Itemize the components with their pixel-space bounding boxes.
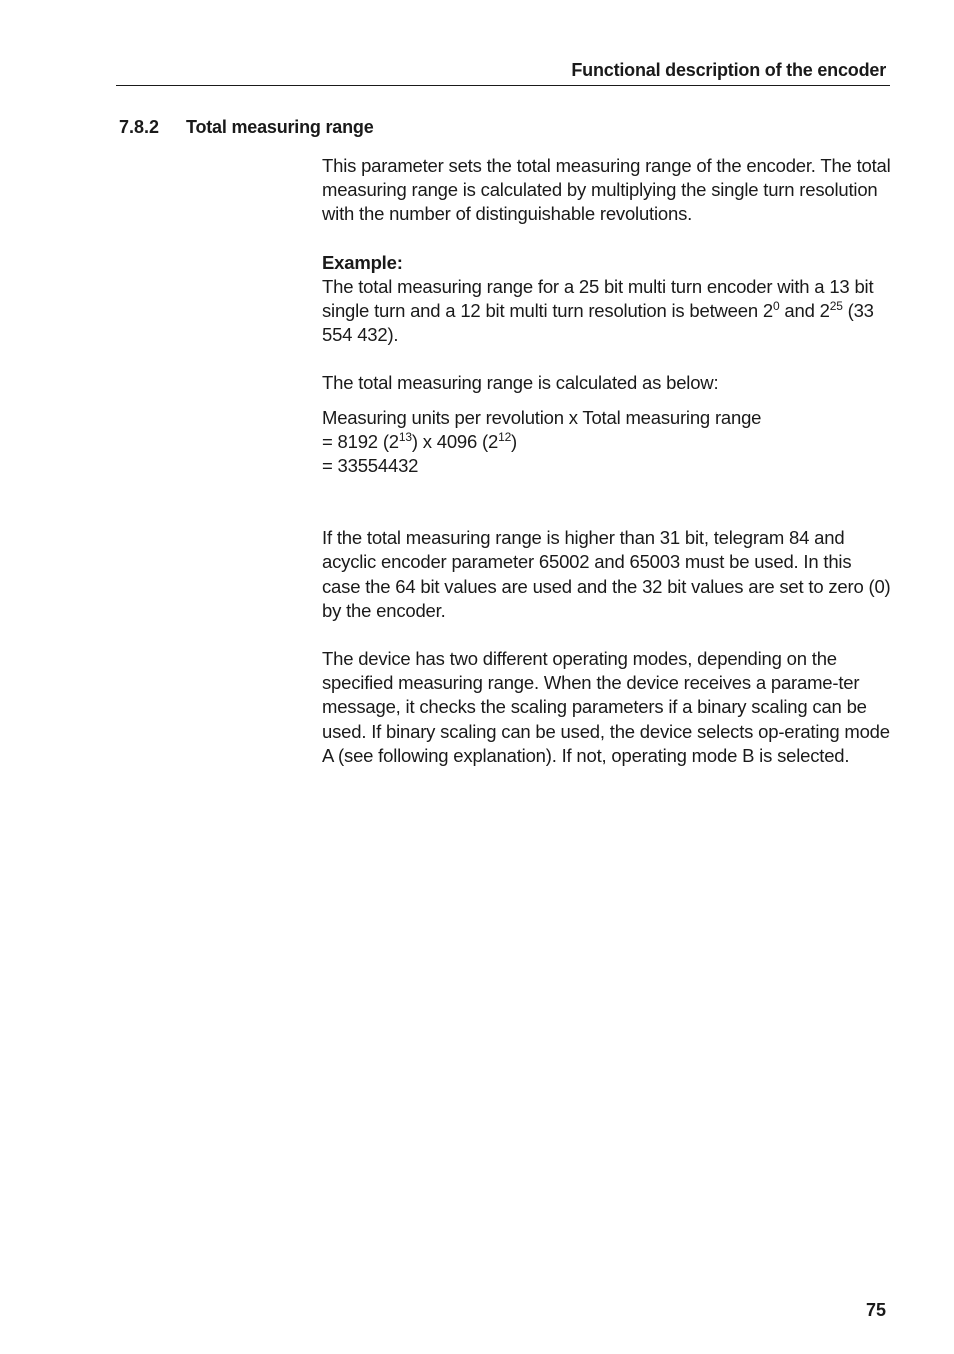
formula-line-2 — [322, 430, 892, 454]
section-number: 7.8.2 — [119, 117, 160, 137]
intro-paragraph: This parameter sets the total measuring range of the encoder. The total measuring range is calculated by multiplying the single turn resolution with the number of distinguishable revolutions. — [322, 155, 891, 225]
formula-line-2-b: ) x 4096 (2 — [411, 430, 499, 452]
running-header-title: Functional description of the encoder — [571, 60, 886, 80]
paragraph-31bit: If the total measuring range is higher than 31 bit, telegram 84 and acyclic encoder parameter 65002 and 65003 must be used. In this case the 64 bit values are used and the 32 bit values are set to zero (0) by the encoder. — [322, 527, 891, 621]
example-sup-1: 0 — [772, 299, 780, 314]
formula-line-3: = 33554432 — [322, 455, 419, 477]
paragraph-operating-modes: The device has two different operating modes, depending on the specified measuring range. When the device receives a parame-ter message, it checks the scaling parameters if a binary scaling can be used. If binary scaling can be used, the device selects op-erating mode A (see following explanation). If not, operating mode B is selected. — [322, 648, 890, 766]
section-title: Total measuring range — [186, 117, 374, 137]
formula-line-2-a: = 8192 (2 — [322, 430, 399, 452]
example-text-3: (33 554 432). — [322, 300, 874, 346]
example-text-2: and 2 — [779, 300, 830, 322]
calc-intro: The total measuring range is calculated as below: — [322, 372, 719, 394]
formula-line-2-c: ) — [511, 430, 518, 452]
example-sup-2: 25 — [829, 299, 843, 314]
page-number: 75 — [865, 1300, 886, 1320]
example-paragraph — [322, 275, 892, 348]
running-header — [116, 58, 890, 86]
formula-sup-b: 12 — [498, 429, 512, 444]
section-body — [322, 154, 892, 768]
example-text-1: The total measuring range for a 25 bit multi turn encoder with a 13 bit single turn and a 12 bit multi turn resolution is between 2 — [322, 275, 874, 322]
example-label: Example: — [322, 251, 403, 273]
formula-sup-a: 13 — [398, 429, 412, 444]
formula-line-1: Measuring units per revolution x Total measuring range — [322, 406, 762, 428]
